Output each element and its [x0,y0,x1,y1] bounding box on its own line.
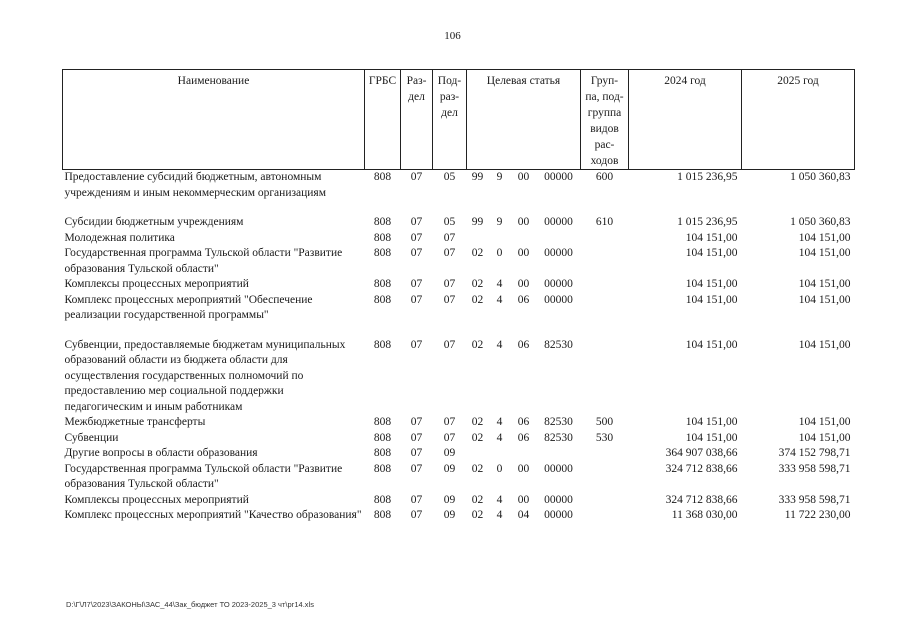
cell-target-subprogram [511,231,537,247]
cell-2025: 104 151,00 [798,416,851,428]
cell-target-program: 02 [471,431,484,444]
cell-2025: 104 151,00 [798,247,851,259]
cell-target-subprogram: 00 [517,216,530,228]
cell-name: Другие вопросы в области образования [64,447,258,459]
header-group-line-6: ходов [590,155,619,167]
table-row [63,293,855,324]
cell-target-program: 02 [471,278,484,290]
cell-2024: 104 151,00 [685,247,738,259]
cell-target-type: 4 [496,431,503,444]
cell-expense-group [581,462,629,493]
cell-2025: 104 151,00 [798,278,851,290]
table-row [63,493,855,509]
cell-target-direction: 00000 [544,493,573,506]
cell-expense-group [581,231,629,247]
header-group-line-1: Груп- [590,75,619,87]
cell-2024: 104 151,00 [685,416,738,428]
header-name: Наименование [63,70,365,170]
cell-expense-group: 610 [595,216,614,228]
cell-grbs: 808 [373,247,392,259]
cell-2024: 324 712 838,66 [665,493,738,506]
cell-target-program: 02 [471,247,484,259]
table-row [63,462,855,493]
cell-grbs: 808 [373,416,392,428]
cell-target-subprogram [511,446,537,462]
cell-podrazdel: 07 [443,338,456,351]
header-2024: 2024 год [629,70,742,170]
cell-target-program [467,446,489,462]
cell-grbs: 808 [373,447,392,459]
cell-podrazdel: 07 [443,431,456,444]
cell-target-direction [537,231,581,247]
cell-2024: 104 151,00 [685,278,738,290]
table-row [63,446,855,462]
cell-2024: 11 368 030,00 [671,509,738,521]
cell-razdel: 07 [410,447,423,459]
header-group-line-4: видов [590,123,619,135]
cell-target-type [489,231,511,247]
budget-table-container [62,69,854,524]
table-row [63,415,855,431]
cell-grbs: 808 [373,338,392,351]
cell-grbs: 808 [373,462,392,475]
row-spacer [63,324,855,338]
header-razdel-line-1: Раз- [406,75,427,87]
table-body [63,170,855,524]
cell-grbs: 808 [373,171,392,183]
header-group [581,70,629,170]
cell-target-type [489,446,511,462]
cell-expense-group [581,338,629,416]
cell-target-subprogram: 00 [517,278,530,290]
cell-razdel: 07 [410,293,423,306]
cell-target-subprogram: 00 [517,171,530,183]
cell-target-subprogram: 00 [517,493,530,506]
cell-target-program: 99 [471,171,484,183]
cell-target-direction: 00000 [544,278,573,290]
cell-razdel: 07 [410,493,423,506]
cell-podrazdel: 09 [443,509,456,521]
cell-target-subprogram: 06 [517,416,530,428]
row-spacer-cell [63,201,855,215]
table-row [63,277,855,293]
cell-target-direction: 82530 [544,431,573,444]
cell-name: Комплексы процессных мероприятий [64,493,249,506]
cell-2025: 333 958 598,71 [778,493,851,506]
cell-razdel: 07 [410,416,423,428]
table-row [63,431,855,447]
cell-2024: 324 712 838,66 [665,462,738,475]
cell-podrazdel: 07 [443,416,456,428]
cell-target-direction: 00000 [544,247,573,259]
cell-name: Государственная программа Тульской области "Развитие образования Тульской области" [64,462,343,490]
cell-razdel: 07 [410,509,423,521]
header-podrazdel-line-2: раз- [439,91,460,103]
cell-podrazdel: 09 [443,462,456,475]
row-spacer-cell [63,324,855,338]
cell-target-program: 02 [471,462,484,475]
budget-table [62,69,855,524]
cell-expense-group: 530 [595,431,614,444]
cell-target-subprogram: 06 [517,293,530,306]
cell-name: Комплекс процессных мероприятий "Обеспечение реализации государственной программы" [64,293,313,321]
cell-razdel: 07 [410,171,423,183]
header-podrazdel-line-1: Под- [437,75,462,87]
cell-2025: 104 151,00 [798,231,851,244]
cell-podrazdel: 05 [443,171,456,183]
table-row [63,170,855,202]
cell-target-subprogram: 00 [517,462,530,475]
header-group-line-3: группа [587,107,622,119]
cell-target-direction: 00000 [544,509,573,521]
cell-podrazdel: 09 [443,493,456,506]
cell-razdel: 07 [410,431,423,444]
cell-grbs: 808 [373,431,392,444]
cell-razdel: 07 [410,231,423,244]
table-row [63,215,855,231]
cell-target-subprogram: 06 [517,338,530,351]
cell-target-type: 4 [496,338,503,351]
cell-target-type: 4 [496,509,503,521]
cell-podrazdel: 07 [443,247,456,259]
cell-target-direction: 82530 [544,416,573,428]
header-target: Целевая статья [467,70,581,170]
cell-razdel: 07 [410,338,423,351]
cell-expense-group [581,493,629,509]
cell-2025: 333 958 598,71 [778,462,851,475]
cell-2025: 374 152 798,71 [778,447,851,459]
header-podrazdel-line-3: дел [441,107,458,119]
cell-2025: 1 050 360,83 [790,171,851,183]
cell-name: Субвенции [64,431,119,444]
cell-2024: 364 907 038,66 [665,447,738,459]
cell-2024: 104 151,00 [685,293,738,306]
header-group-line-5: рас- [594,139,615,151]
cell-grbs: 808 [373,493,392,506]
cell-target-program: 02 [471,293,484,306]
cell-name: Субвенции, предоставляемые бюджетам муниципальных образований области из бюджета области для осуществления государственных полномочий по предоставлению мер социальной поддержки педагогическим и иным работникам [64,338,346,413]
cell-grbs: 808 [373,278,392,290]
table-row [63,508,855,524]
cell-2024: 1 015 236,95 [677,171,738,183]
cell-name: Межбюджетные трансферты [64,416,206,428]
page-number: 106 [444,30,461,42]
cell-target-program [467,231,489,247]
file-path-footer: D:\Г\Л7\2023\ЗАКОНЫ\ЗАС_44\Зак_бюджет ТО 2023-2025_3 чт\рг14.xls [66,600,314,609]
cell-podrazdel: 07 [443,278,456,290]
cell-target-direction: 00000 [544,171,573,183]
table-row [63,246,855,277]
header-row [63,70,855,170]
cell-podrazdel: 07 [443,293,456,306]
cell-expense-group [581,293,629,324]
cell-target-type: 0 [496,462,503,475]
cell-target-program: 02 [471,416,484,428]
cell-target-program: 02 [471,509,484,521]
cell-razdel: 07 [410,247,423,259]
cell-name: Предоставление субсидий бюджетным, автономным учреждениям и иным некоммерческим организациям [64,171,326,199]
cell-target-direction: 00000 [544,293,573,306]
cell-target-type: 4 [496,278,503,290]
cell-2025: 104 151,00 [798,338,851,351]
header-podrazdel [433,70,467,170]
cell-target-subprogram: 04 [517,509,530,521]
cell-target-type: 9 [496,216,503,228]
cell-2024: 104 151,00 [685,338,738,351]
cell-target-type: 4 [496,416,503,428]
cell-2024: 1 015 236,95 [677,216,738,228]
cell-podrazdel: 07 [443,231,456,244]
cell-name: Комплексы процессных мероприятий [64,278,249,290]
cell-target-subprogram: 06 [517,431,530,444]
header-razdel-line-2: дел [408,91,425,103]
cell-grbs: 808 [373,293,392,306]
cell-target-direction: 00000 [544,462,573,475]
cell-2025: 104 151,00 [798,293,851,306]
cell-name: Молодежная политика [64,231,175,244]
cell-target-program: 99 [471,216,484,228]
cell-expense-group [581,446,629,462]
cell-name: Комплекс процессных мероприятий "Качество образования" [64,509,362,521]
cell-expense-group: 500 [595,416,614,428]
cell-2025: 11 722 230,00 [784,509,851,521]
cell-grbs: 808 [373,216,392,228]
cell-target-direction: 82530 [544,338,573,351]
cell-expense-group [581,277,629,293]
cell-target-type: 9 [496,171,503,183]
cell-target-program: 02 [471,493,484,506]
cell-podrazdel: 09 [443,447,456,459]
header-group-line-2: па, под- [585,91,624,103]
cell-2025: 104 151,00 [798,431,851,444]
cell-target-direction: 00000 [544,216,573,228]
cell-expense-group [581,508,629,524]
cell-grbs: 808 [373,231,392,244]
header-razdel [401,70,433,170]
header-2025: 2025 год [742,70,855,170]
cell-razdel: 07 [410,216,423,228]
row-spacer [63,201,855,215]
cell-target-direction [537,446,581,462]
cell-target-type: 4 [496,293,503,306]
cell-target-program: 02 [471,338,484,351]
cell-expense-group: 600 [595,171,614,183]
table-row [63,231,855,247]
cell-name: Субсидии бюджетным учреждениям [64,216,244,228]
table-row [63,338,855,416]
cell-name: Государственная программа Тульской области "Развитие образования Тульской области" [64,247,343,275]
header-grbs: ГРБС [365,70,401,170]
cell-grbs: 808 [373,509,392,521]
cell-target-type: 4 [496,493,503,506]
cell-razdel: 07 [410,462,423,475]
cell-podrazdel: 05 [443,216,456,228]
cell-expense-group [581,246,629,277]
cell-2025: 1 050 360,83 [790,216,851,228]
cell-target-type: 0 [496,247,503,259]
cell-2024: 104 151,00 [685,231,738,244]
cell-razdel: 07 [410,278,423,290]
cell-target-subprogram: 00 [517,247,530,259]
cell-2024: 104 151,00 [685,431,738,444]
